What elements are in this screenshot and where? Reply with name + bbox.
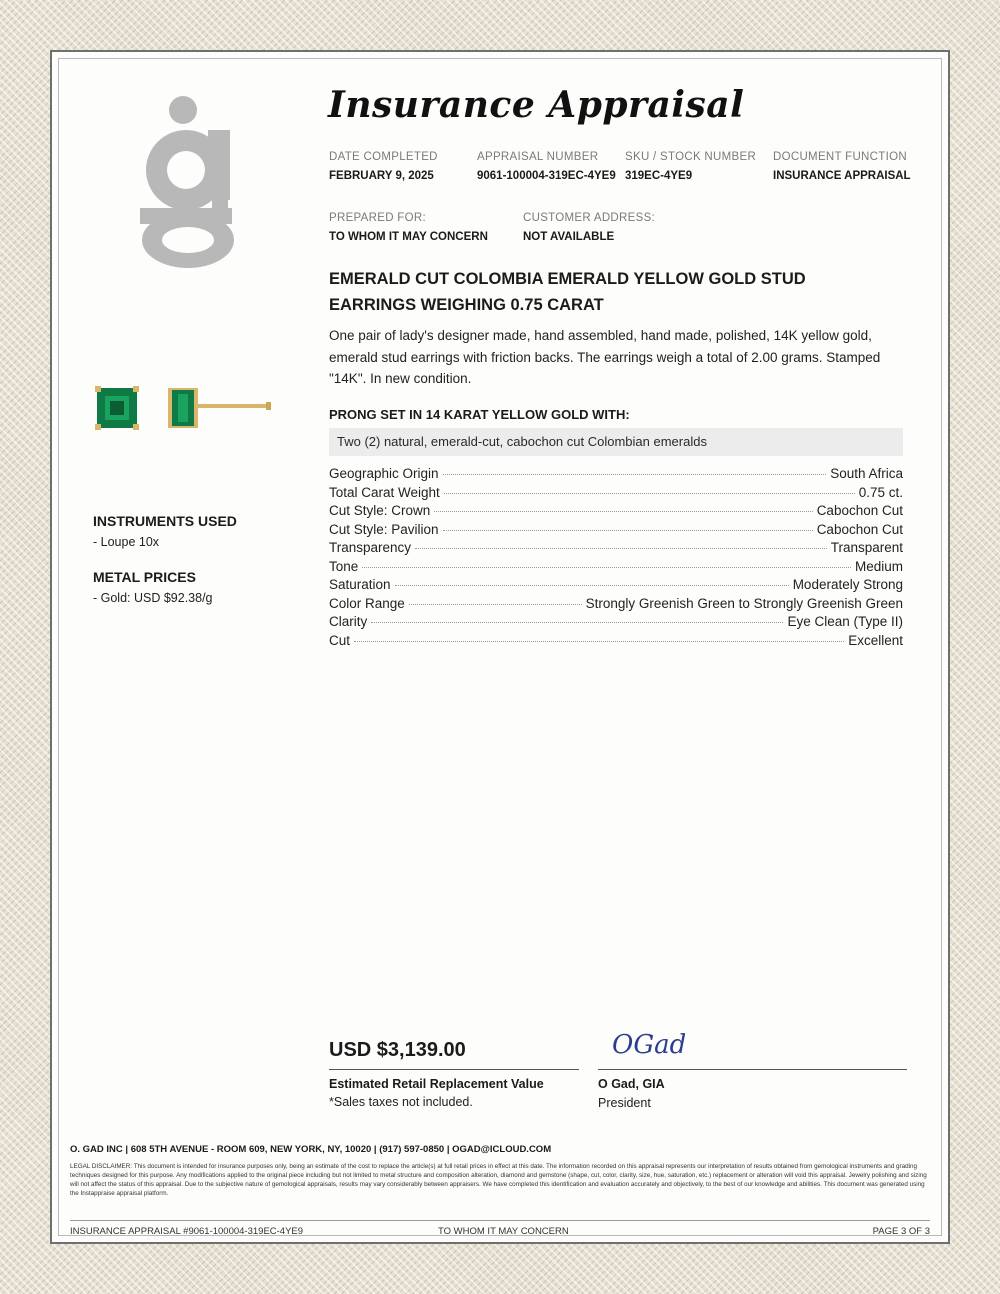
footer-recipient: TO WHOM IT MAY CONCERN <box>438 1226 569 1237</box>
spec-row <box>329 503 903 522</box>
meta-value: NOT AVAILABLE <box>523 231 615 243</box>
spec-row <box>329 466 903 485</box>
meta-appraisal-number <box>477 151 616 182</box>
spec-value: Cabochon Cut <box>816 503 903 518</box>
meta-value: 9061-100004-319EC-4YE9 <box>477 170 616 182</box>
spec-row <box>329 485 903 504</box>
spec-row <box>329 633 903 652</box>
spec-row <box>329 522 903 541</box>
tax-note: *Sales taxes not included. <box>329 1095 473 1109</box>
signature-rule <box>598 1069 907 1070</box>
meta-sku <box>625 151 756 182</box>
logo-g-icon <box>120 90 270 280</box>
item-description: One pair of lady's designer made, hand assembled, hand made, polished, 14K yellow gold, emerald stud earrings with friction backs. The earrings weigh a total of 2.00 grams. Stamped "14K". In new condition. <box>329 328 881 386</box>
item-heading: EMERALD CUT COLOMBIA EMERALD YELLOW GOLD STUD EARRINGS WEIGHING 0.75 CARAT <box>329 270 806 314</box>
spec-label: Transparency <box>329 540 412 555</box>
emerald-earrings-icon <box>92 380 277 435</box>
leader-dots <box>443 530 813 531</box>
leader-dots <box>415 548 827 549</box>
meta-value: TO WHOM IT MAY CONCERN <box>329 231 488 243</box>
earrings-photo <box>92 380 277 435</box>
signature: OGad <box>612 1030 687 1060</box>
spec-label: Total Carat Weight <box>329 484 440 500</box>
spec-value: Medium <box>854 558 903 574</box>
value-label: Estimated Retail Replacement Value <box>329 1077 544 1091</box>
appraised-value: USD $3,139.00 <box>329 1039 466 1061</box>
meta-value: INSURANCE APPRAISAL <box>773 170 911 182</box>
spec-label: Geographic Origin <box>329 466 439 481</box>
spec-value: Moderately Strong <box>792 577 903 592</box>
page-number: PAGE 3 OF 3 <box>872 1226 930 1237</box>
specs-list <box>329 466 903 651</box>
leader-dots <box>434 511 812 512</box>
spec-value: Cabochon Cut <box>816 521 903 537</box>
spec-label: Clarity <box>329 614 368 629</box>
spec-label: Cut Style: Pavilion <box>329 521 439 537</box>
spec-label: Color Range <box>329 595 405 611</box>
document-title: Insurance Appraisal <box>328 84 745 126</box>
meta-value: FEBRUARY 9, 2025 <box>329 170 434 182</box>
leader-dots <box>409 604 582 605</box>
customer-address <box>523 212 655 243</box>
spec-value: Transparent <box>830 540 903 555</box>
prepared-for <box>329 212 488 243</box>
spec-value: 0.75 ct. <box>858 484 903 500</box>
footer-rule <box>70 1220 930 1221</box>
meta-label: SKU / STOCK NUMBER <box>625 151 757 163</box>
meta-date <box>329 151 438 182</box>
spec-row <box>329 577 903 596</box>
legal-disclaimer: LEGAL DISCLAIMER: This document is intended for insurance purposes only, being an estimate of the cost to replace the article(s) at full retail prices in effect at this date. The information recorded on this appraisal represents our interpretation of results obtained from gemological instruments and grading techniques designed for this purpose. Any modifications applied to the original piece including but not limited to metal structure and composition alteration, diamond and gemstone (shape, cut, color, clarity, size, hue, saturation, etc.) replacement or alteration will void this appraisal. Jewelry polishing and sizing will not affect the status of this appraisal. Due to the subjective nature of gemological appraisals, results may vary considerably between appraisers. We have completed this identification and evaluation accurately and objectively, to the best of our knowledge and abilities. This document was generated using the Instappraise appraisal platform. <box>70 1163 927 1197</box>
leader-dots <box>371 622 783 623</box>
spec-label: Tone <box>329 558 359 574</box>
signer-title: President <box>598 1096 651 1110</box>
footer-appraisal-id: INSURANCE APPRAISAL #9061-100004-319EC-4YE9 <box>70 1226 304 1237</box>
leader-dots <box>354 641 844 642</box>
spec-label: Cut <box>329 632 351 648</box>
spec-row <box>329 596 903 615</box>
spec-value: South Africa <box>830 466 903 481</box>
spec-value: Strongly Greenish Green to Strongly Greenish Green <box>585 595 903 611</box>
spec-value: Excellent <box>848 632 903 648</box>
meta-document-function <box>773 151 911 182</box>
prong-heading: PRONG SET IN 14 KARAT YELLOW GOLD WITH: <box>329 407 630 422</box>
leader-dots <box>395 585 789 586</box>
leader-dots <box>444 493 855 494</box>
spec-row <box>329 540 903 559</box>
spec-value: Eye Clean (Type II) <box>787 614 903 629</box>
meta-label: DATE COMPLETED <box>329 151 438 163</box>
company-contact: O. GAD INC | 608 5TH AVENUE - ROOM 609, NEW YORK, NY, 10020 | (917) 597-0850 | OGAD@ICLOUD.COM <box>70 1144 552 1155</box>
company-logo <box>120 90 270 280</box>
stones-summary: Two (2) natural, emerald-cut, cabochon cut Colombian emeralds <box>329 428 903 456</box>
meta-label: DOCUMENT FUNCTION <box>773 151 907 163</box>
meta-label: CUSTOMER ADDRESS: <box>523 212 656 224</box>
spec-row <box>329 614 903 633</box>
metal-prices-heading: METAL PRICES <box>93 569 196 585</box>
meta-value: 319EC-4YE9 <box>625 170 693 182</box>
spec-row <box>329 559 903 578</box>
metal-prices-list: - Gold: USD $92.38/g <box>93 591 213 605</box>
spec-label: Saturation <box>329 577 391 592</box>
instruments-heading: INSTRUMENTS USED <box>93 513 237 529</box>
leader-dots <box>362 567 851 568</box>
meta-label: PREPARED FOR: <box>329 212 426 224</box>
value-rule <box>329 1069 579 1070</box>
instruments-list: - Loupe 10x <box>93 535 160 549</box>
signer-name: O Gad, GIA <box>598 1077 665 1091</box>
meta-label: APPRAISAL NUMBER <box>477 151 599 163</box>
spec-label: Cut Style: Crown <box>329 503 431 518</box>
leader-dots <box>443 474 827 475</box>
